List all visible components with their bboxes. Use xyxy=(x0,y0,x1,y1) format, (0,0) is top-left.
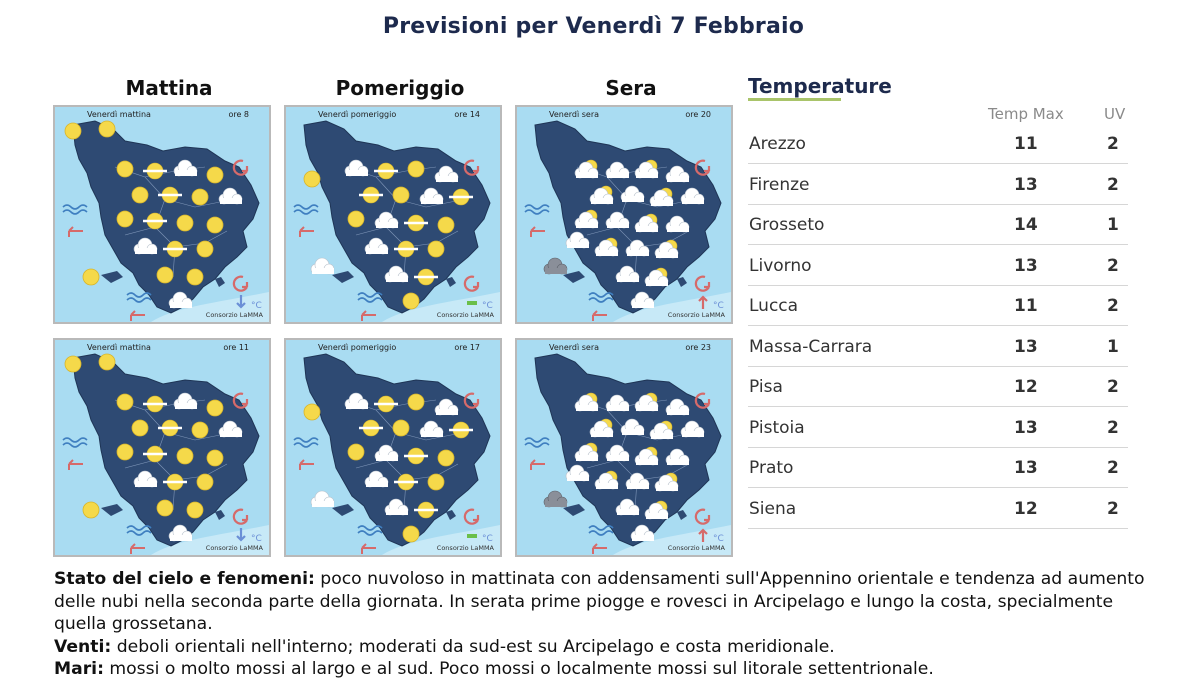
temperature-row xyxy=(748,489,1128,529)
uv-value: 2 xyxy=(1107,255,1119,276)
temp-max-header: Temp Max xyxy=(988,105,1064,123)
temp-max-value: 11 xyxy=(1014,134,1038,154)
temp-max-value: 13 xyxy=(1014,458,1038,478)
uv-value: 2 xyxy=(1107,296,1119,316)
temperature-row xyxy=(748,246,1128,286)
temp-unit-label: °C xyxy=(713,301,724,311)
map-label: Venerdì mattina xyxy=(87,110,151,119)
map-label: Venerdì sera xyxy=(549,110,600,119)
map-credit: Consorzio LaMMA xyxy=(205,544,263,552)
map-label: Venerdì sera xyxy=(549,343,600,352)
city-name: Pisa xyxy=(749,377,783,397)
tuscany-map xyxy=(55,340,269,555)
forecast-map-4[interactable] xyxy=(53,338,271,557)
tuscany-map xyxy=(517,340,731,555)
tuscany-map xyxy=(286,107,500,322)
column-header-sera: Sera xyxy=(605,76,657,100)
city-name: Grosseto xyxy=(749,215,825,235)
temp-unit-label: °C xyxy=(251,301,262,311)
map-credit: Consorzio LaMMA xyxy=(667,311,725,319)
temp-max-value: 14 xyxy=(1014,215,1038,235)
temperature-title: Temperature xyxy=(748,74,892,98)
uv-value: 2 xyxy=(1107,377,1119,397)
map-hour: ore 23 xyxy=(685,343,711,352)
map-credit: Consorzio LaMMA xyxy=(436,544,494,552)
temp-max-value: 13 xyxy=(1014,174,1038,195)
map-credit: Consorzio LaMMA xyxy=(436,311,494,319)
temperature-row xyxy=(748,286,1128,326)
tuscany-map xyxy=(286,340,500,555)
uv-value: 2 xyxy=(1107,458,1119,478)
temperature-row xyxy=(748,327,1128,367)
city-name: Pistoia xyxy=(749,417,805,438)
map-label: Venerdì mattina xyxy=(87,343,151,352)
page-title: Previsioni per Venerdì 7 Febbraio xyxy=(382,14,805,39)
city-name: Massa-Carrara xyxy=(749,336,873,357)
temp-unit-label: °C xyxy=(482,301,493,311)
forecast-map-5[interactable] xyxy=(284,338,502,557)
uv-value: 2 xyxy=(1107,417,1119,438)
temp-max-value: 13 xyxy=(1014,255,1038,276)
temperature-row xyxy=(748,124,1128,164)
city-name: Prato xyxy=(749,458,794,478)
sky-paragraph xyxy=(54,568,1164,636)
forecast-description xyxy=(54,568,1164,681)
winds-paragraph xyxy=(54,636,1164,659)
map-credit: Consorzio LaMMA xyxy=(205,311,263,319)
forecast-map-6[interactable] xyxy=(515,338,733,557)
city-name: Siena xyxy=(749,498,797,519)
temperature-row xyxy=(748,165,1128,205)
temperature-row xyxy=(748,448,1128,488)
city-name: Arezzo xyxy=(749,134,806,154)
map-credit: Consorzio LaMMA xyxy=(667,544,725,552)
map-label: Venerdì pomeriggio xyxy=(318,343,397,352)
sky-text: poco nuvoloso in mattinata con addensamenti sull'Appennino orientale e tendenza ad aumento delle nubi nella seconda parte della giornata. In serata prime piogge e rovesci in Arcipelago e lungo la costa, specialmente quella grossetana. xyxy=(54,569,1145,634)
map-hour: ore 11 xyxy=(223,343,249,352)
temperature-row xyxy=(748,205,1128,245)
seas-paragraph xyxy=(54,658,1164,681)
temperature-title-underline xyxy=(748,98,841,101)
forecast-map-1[interactable] xyxy=(53,105,271,324)
seas-label: Mari: xyxy=(54,659,104,679)
uv-value: 2 xyxy=(1107,498,1119,519)
seas-text: mossi o molto mossi al largo e al sud. Poco mossi o localmente mossi sul litorale settentrionale. xyxy=(103,659,934,679)
map-label: Venerdì pomeriggio xyxy=(318,110,397,119)
temp-max-value: 13 xyxy=(1014,336,1038,357)
temp-max-value: 13 xyxy=(1014,417,1038,438)
city-name: Firenze xyxy=(749,174,810,195)
map-hour: ore 20 xyxy=(685,110,711,119)
temp-unit-label: °C xyxy=(482,534,493,544)
tuscany-map xyxy=(55,107,269,322)
city-name: Lucca xyxy=(749,296,799,316)
uv-value: 2 xyxy=(1107,174,1119,195)
map-hour: ore 17 xyxy=(454,343,480,352)
forecast-map-2[interactable] xyxy=(284,105,502,324)
winds-text: deboli orientali nell'interno; moderati da sud-est su Arcipelago e costa meridionale. xyxy=(111,636,835,657)
sky-label: Stato del cielo e fenomeni: xyxy=(54,569,315,589)
uv-value: 1 xyxy=(1107,215,1119,235)
temperature-row xyxy=(748,408,1128,448)
temp-unit-label: °C xyxy=(251,534,262,544)
uv-header: UV xyxy=(1104,105,1126,123)
map-hour: ore 14 xyxy=(454,110,480,119)
column-header-mattina: Mattina xyxy=(125,76,213,100)
temp-max-value: 12 xyxy=(1014,377,1038,397)
tuscany-map xyxy=(517,107,731,322)
winds-label: Venti: xyxy=(54,636,112,657)
temp-max-value: 12 xyxy=(1014,498,1038,519)
city-name: Livorno xyxy=(749,255,812,276)
temp-max-value: 11 xyxy=(1014,296,1038,316)
uv-value: 1 xyxy=(1107,336,1119,357)
temp-unit-label: °C xyxy=(713,534,724,544)
temperature-row xyxy=(748,367,1128,407)
uv-value: 2 xyxy=(1107,134,1119,154)
map-hour: ore 8 xyxy=(228,110,249,119)
column-header-pomeriggio: Pomeriggio xyxy=(335,76,465,100)
forecast-map-3[interactable] xyxy=(515,105,733,324)
